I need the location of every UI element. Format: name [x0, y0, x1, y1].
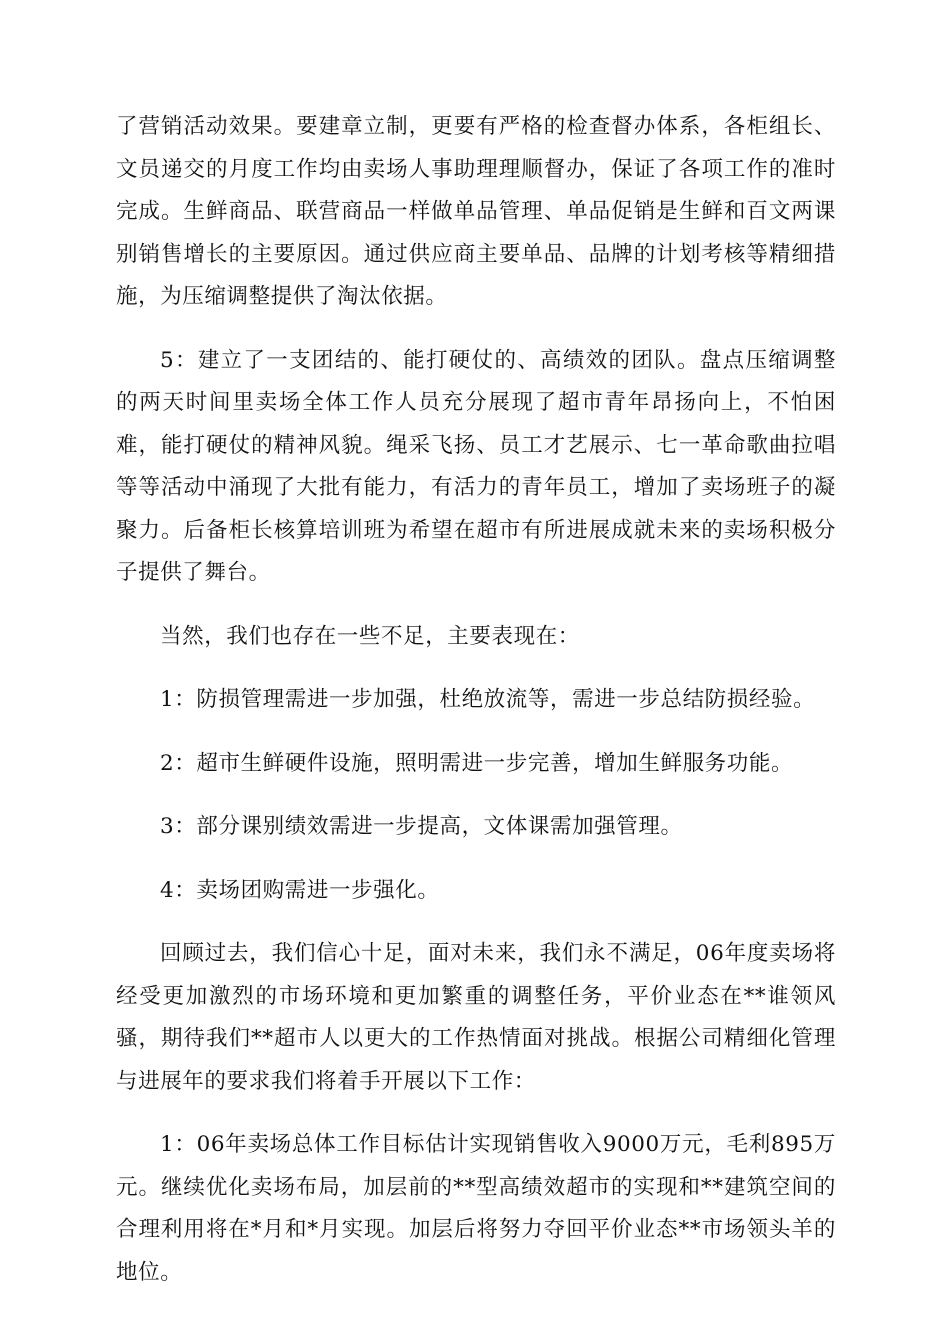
paragraph-review-outlook: 回顾过去，我们信心十足，面对未来，我们永不满足，06年度卖场将经受更加激烈的市场环境和更加繁重的调整任务，平价业态在**谁领风骚，期待我们**超市人以更大的工作热情面对挑战。根据公司精细化管理与进展年的要求我们将着手开展以下工作： [116, 941, 836, 1094]
paragraph-shortcoming-1: 1：防损管理需进一步加强，杜绝放流等，需进一步总结防损经验。 [160, 687, 816, 712]
paragraph-shortcoming-2: 2：超市生鲜硬件设施，照明需进一步完善，增加生鲜服务功能。 [160, 750, 794, 776]
paragraph-continuation: 了营销活动效果。要建章立制，更要有严格的检查督办体系，各柜组长、文员递交的月度工作均由卖场人事助理理顺督办，保证了各项工作的准时完成。生鲜商品、联营商品一样做单品管理、单品促销是生鲜和百文两课别销售增长的主要原因。通过供应商主要单品、品牌的计划考核等精细措施，为压缩调整提供了淘汰依据。 [116, 114, 836, 309]
paragraph-shortcoming-4: 4：卖场团购需进一步强化。 [160, 877, 440, 903]
paragraph-plan-1: 1：06年卖场总体工作目标估计实现销售收入9000万元，毛利895万元。继续优化卖场布局，加层前的**型高绩效超市的实现和**建筑空间的合理利用将在*月和*月实现。加层后将努力夺回平价业态**市场领头羊的地位。 [116, 1132, 836, 1285]
paragraph-shortcoming-3: 3：部分课别绩效需进一步提高，文体课需加强管理。 [160, 814, 683, 839]
paragraph-shortcomings-intro: 当然，我们也存在一些不足，主要表现在： [160, 623, 580, 649]
paragraph-item-5-team: 5：建立了一支团结的、能打硬仗的、高绩效的团队。盘点压缩调整的两天时间里卖场全体工作人员充分展现了超市青年昂扬向上，不怕困难，能打硬仗的精神风貌。绳采飞扬、员工才艺展示、七一革命歌曲拉唱等等活动中涌现了大批有能力，有活力的青年员工，增加了卖场班子的凝聚力。后备柜长核算培训班为希望在超市有所进展成就未来的卖场积极分子提供了舞台。 [116, 347, 836, 585]
document-body [116, 106, 836, 1294]
